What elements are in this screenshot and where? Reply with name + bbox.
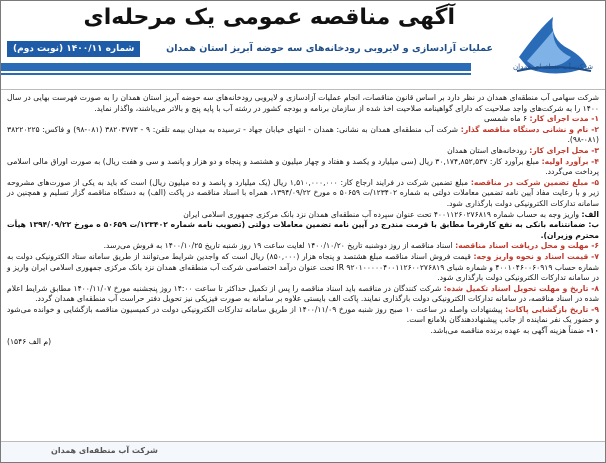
item-duration: ۱- مدت اجرای کار: ۶ ماه شمسی xyxy=(483,114,599,124)
item-location: ۳- محل اجرای کار: رودخانه‌های استان همدان xyxy=(447,145,599,155)
footer-company: شرکت آب منطقه‌ای همدان xyxy=(51,446,158,455)
header xyxy=(1,1,605,90)
item-deposit: الف: واریز وجه به حساب شماره ۴۰۰۱۱۲۶۰۲۷۶۸۱۹ تحت عنوان سپرده آب منطقه‌ای همدان نزد بانک مرکزی جمهوری اسلامی ایران xyxy=(183,209,599,219)
subtitle-row xyxy=(1,41,605,61)
item-bank-guarantee: ب: ضمانتنامه بانکی به نفع کارفرما مطابق با فرمت مندرج در آیین نامه تضمین معاملات دولتی (تصویب نامه شماره ۱۲۳۴۰۲/ت ۵۰۶۵۹ ه مورخ ۱۳۹۴/۰۹/۲۲ هیأت محترم وزیران). xyxy=(7,220,599,240)
item-fee: ۱۰- ضمناً هزینه آگهی به عهده برنده مناقصه می‌باشد. xyxy=(430,326,599,336)
intro-paragraph: شرکت سهامی آب منطقه‌ای همدان در نظر دارد بر اساس قانون مناقصات، انجام عملیات آزادسازی و لایروبی رودخانه‌های سه حوضه آبریز استان همدان را به صورت فهرست بهایی در سال ۱۴۰۰ را به شرکت‌های واجد صلاحیت که دارای گواهینامه صلاحیت اخذ شده از سازمان برنامه و بودجه کشور در رشته آب با پایه پنج و بالاتر می‌باشند، واگذار نماید. xyxy=(7,93,599,113)
item-opening: ۹- تاریخ بازگشایی پاکات: پیشنهادات واصله در ساعت ۱۰ صبح روز شنبه مورخ ۱۴۰۰/۱۱/۰۹ از طریق سامانه تدارکات الکترونیکی دولت در کمیسیون مناقصه بازگشایی و خوانده می‌شود و حضور یک نفر نماینده از جانب پیشنهاددهندگان بلامانع است. xyxy=(7,304,599,325)
item-documents: ۶- مهلت و محل دریافت اسناد مناقصه: اسناد مناقصه از روز دوشنبه تاریخ ۱۴۰۰/۱۰/۲۰ لغایت ساعت ۱۹ روز شنبه تاریخ ۱۴۰۰/۱۰/۲۵ به فروش می‌رسد. xyxy=(103,241,599,251)
tender-number-badge: شماره ۱۴۰۰/۱۱ (نوبت دوم) xyxy=(7,41,140,57)
item-submission: ۸- تاریخ و مهلت تحویل اسناد تکمیل شده: شرکت کنندگان در مناقصه باید اسناد مناقصه را پس از تکمیل حداکثر تا ساعت ۱۴:۰۰ روز پنجشنبه مورخ ۱۴۰۰/۱۱/۰۷ مطابق شرایط اعلام شده در اسناد مناقصه، در سامانه تدارکات الکترونیکی دولت بارگذاری نمایند. پاکت الف بایستی علاوه بر سامانه به صورت فیزیکی نیز تحویل دفتر حراست آب منطقه‌ای همدان گردد. xyxy=(7,283,600,304)
header-bar xyxy=(1,63,471,71)
notice-body xyxy=(7,93,599,347)
reference-number: (م الف ۱۵۴۶) xyxy=(7,336,52,346)
header-line xyxy=(1,73,471,75)
item-price: ۷- قیمت اسناد و نحوه واریز وجه: قیمت فروش اسناد مناقصه مبلغ هشتصد و پنجاه هزار (۸۵۰,۰۰۰) ریال است که واجدین شرایط می‌توانند از طریق سامانه ستاد الکترونیکی دولت به شماره حساب ۴۰۰۱۰۴۶۰۰۶۰۹۱۹ و شماره شبای IR ۹۲۰۱۰۰۰۰۰۴۰۰۱۱۲۶۰۰۲۷۶۸۱۹ تحت عنوان درآمد اختصاصی شرکت آب منطقه‌ای همدان نزد بانک مرکزی جمهوری اسلامی ایران واریز و در سامانه تدارکات الکترونیکی دولت بارگذاری شود. xyxy=(7,251,599,283)
item-estimate: ۴- برآورد اولیه: مبلغ برآورد کار: ۳۰,۱۷۴,۸۵۲,۵۳۷ ریال (سی میلیارد و یکصد و هفتاد و چهار میلیون و هشتصد و پنجاه و دو هزار و پانصد و سی و هفت ریال) به صورت اوراق مالی اسلامی پرداخت می‌گردد. xyxy=(7,156,599,177)
item-guarantee: ۵- مبلغ تضمین شرکت در مناقصه: مبلغ تضمین شرکت در فرایند ارجاع کار: ۱,۵۱۰,۰۰۰,۰۰۰ ریال (یک میلیارد و پانصد و ده میلیون ریال) است که باید به یکی از صورت‌های مشروحه زیر و با رعایت مفاد آیین نامه تضمین معاملات دولتی به شماره ۱۲۳۴۰۲/ت ۵۰۶۵۹ ه مورخ ۱۳۹۴/۰۹/۲۲، همراه با اسناد مناقصه در پاکت (الف) به دستگاه مناقصه گزار تسلیم و همچنین در سامانه تدارکات الکترونیکی دولت بارگذاری شود. xyxy=(7,177,600,208)
page-title: آگهی مناقصه عمومی یک مرحله‌ای xyxy=(83,5,455,30)
item-organizer: ۲- نام و نشانی دستگاه مناقصه گذار: شرکت آب منطقه‌ای همدان به نشانی: همدان - انتهای خیابان جهاد - ترسیده به میدان بیمه تلفن: ۹ - ۳۸۲۰۳۷۷۳ (۰۸۱-۹۸) و فاکس: ۳۸۲۲۰۲۲۵ (۰۸۱-۹۸). xyxy=(7,124,599,145)
page-subtitle: عملیات آزادسازی و لایروبی رودخانه‌های سه حوضه آبریز استان همدان xyxy=(166,43,493,54)
footer xyxy=(1,441,605,462)
logo-text: شرکت آب منطقه‌ای همدان xyxy=(513,63,593,71)
